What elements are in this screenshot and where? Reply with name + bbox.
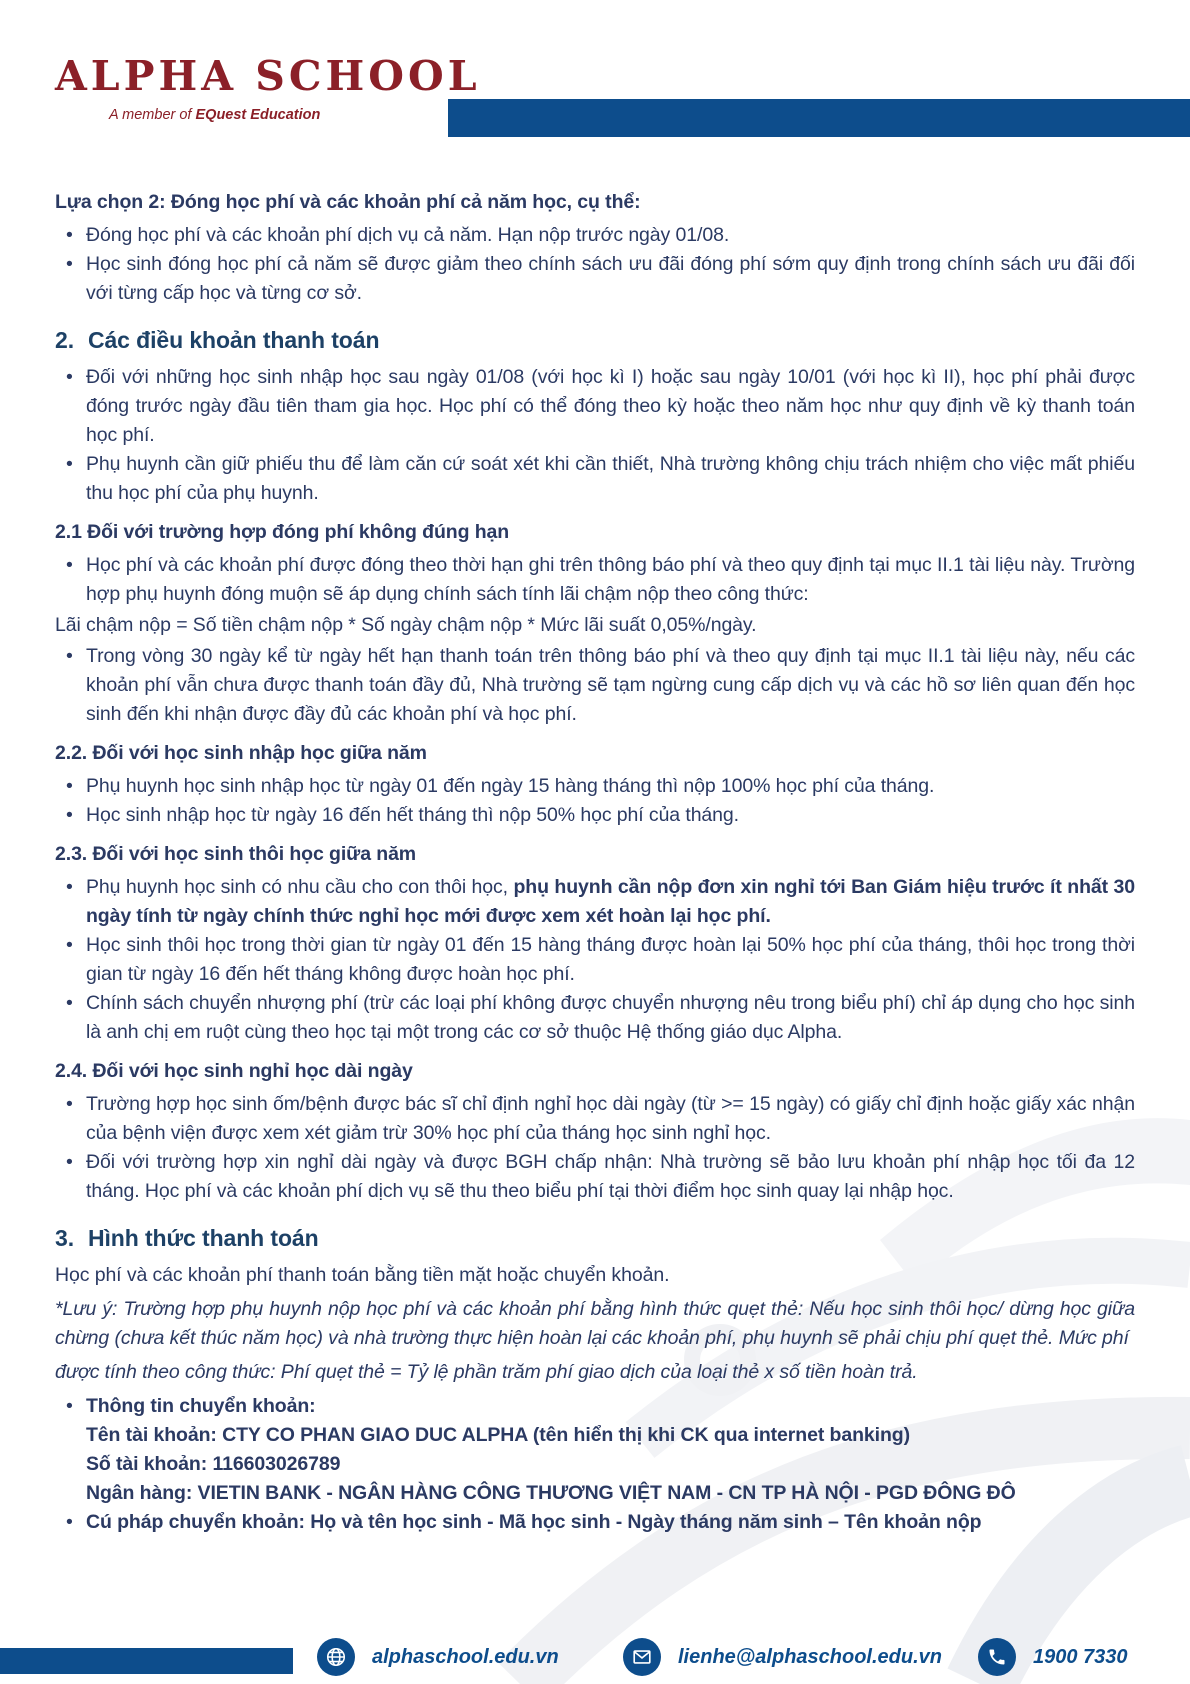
section-heading bbox=[55, 1223, 1135, 1253]
subsection-heading: 2.4. Đối với học sinh nghỉ học dài ngày bbox=[55, 1060, 413, 1082]
bullet-text-run: Trong vòng 30 ngày kể từ ngày hết hạn thanh toán trên thông báo phí và theo quy định tại mục II.1 tài liệu này, nếu các khoản phí vẫn chưa được thanh toán đầy đủ, Nhà trường sẽ tạm ngừng cung cấp dịch vụ và các hồ sơ liên quan đến học sinh đến khi nhận được đầy đủ các khoản phí và học phí. bbox=[86, 645, 1135, 725]
subsection-heading: 2.1 Đối với trường hợp đóng phí không đúng hạn bbox=[55, 521, 510, 543]
bullet-dot: • bbox=[66, 453, 73, 475]
logo-subtitle-prefix: A member of bbox=[109, 107, 196, 123]
globe-icon bbox=[317, 1638, 355, 1676]
bullet-text-run: Đối với trường hợp xin nghỉ dài ngày và được BGH chấp nhận: Nhà trường sẽ bảo lưu khoản phí nhập học tối đa 12 tháng. Học phí và các khoản phí dịch vụ sẽ thu theo biểu phí tại thời điểm học sinh quay lại nhập học. bbox=[86, 1151, 1135, 1202]
bullet-item bbox=[55, 250, 1135, 308]
lead-paragraph: Lựa chọn 2: Đóng học phí và các khoản phí cả năm học, cụ thể: bbox=[55, 191, 641, 213]
bullet-text bbox=[86, 804, 739, 826]
bullet-item bbox=[55, 1392, 1135, 1508]
top-accent-bar bbox=[448, 99, 1190, 137]
bullet-text bbox=[86, 992, 1135, 1043]
bullet-text bbox=[86, 453, 1135, 504]
bullet-text-run: Trường hợp học sinh ốm/bệnh được bác sĩ chỉ định nghỉ học dài ngày (từ >= 15 ngày) có giấy chỉ định hoặc giấy xác nhận của bệnh viện được xem xét giảm trừ 30% học phí của tháng học sinh nghỉ học. bbox=[86, 1093, 1135, 1144]
bullet-dot: • bbox=[66, 1395, 73, 1417]
section-title: Hình thức thanh toán bbox=[87, 1225, 319, 1251]
bullet-dot: • bbox=[66, 253, 73, 275]
bullet-item bbox=[55, 801, 1135, 830]
bullet-text-run: Chính sách chuyển nhượng phí (trừ các loại phí không được chuyển nhượng nêu trong biểu phí) chỉ áp dụng cho học sinh là anh chị em ruột cùng theo học tại một trong các cơ sở thuộc Hệ thống giáo dục Alpha. bbox=[86, 992, 1135, 1043]
footer-email bbox=[623, 1638, 942, 1676]
section-title: Các điều khoản thanh toán bbox=[87, 327, 380, 353]
bullet-text bbox=[86, 253, 1135, 304]
bullet-dot: • bbox=[66, 775, 73, 797]
bullet-item bbox=[55, 450, 1135, 508]
section-number: 2. bbox=[55, 327, 74, 353]
transfer-info-lead: Thông tin chuyển khoản: bbox=[86, 1395, 316, 1417]
footer-website-label: alphaschool.edu.vn bbox=[372, 1645, 559, 1668]
bullet-text bbox=[86, 876, 1135, 927]
bullet-item bbox=[55, 1508, 1135, 1537]
note-paragraph: *Lưu ý: Trường hợp phụ huynh nộp học phí và các khoản phí bằng hình thức quẹt thẻ: Nếu học sinh thôi học/ dừng học giữa chừng (chưa kết thúc năm học) và nhà trường thực hiện hoàn lại các khoản phí, phụ huynh sẽ phải chịu phí quẹt thẻ. Mức phí bbox=[55, 1298, 1135, 1349]
bullet-item bbox=[55, 772, 1135, 801]
bullet-item bbox=[55, 1148, 1135, 1206]
bullet-item bbox=[55, 642, 1135, 729]
bullet-text-bold: phụ huynh cần nộp đơn xin nghỉ tới Ban Giám hiệu trước ít nhất 30 ngày tính từ ngày chính thức nghỉ học mới được xem xét hoàn lại học phí. bbox=[86, 876, 1135, 927]
bullet-item bbox=[55, 221, 1135, 250]
paragraph: Học phí và các khoản phí thanh toán bằng tiền mặt hoặc chuyển khoản. bbox=[55, 1264, 670, 1286]
bullet-dot: • bbox=[66, 876, 73, 898]
footer-website bbox=[317, 1638, 559, 1676]
bullet-text-run: Đối với những học sinh nhập học sau ngày 01/08 (với học kì I) hoặc sau ngày 10/01 (với học kì II), học phí phải được đóng trước ngày đầu tiên tham gia học. Học phí có thể đóng theo kỳ hoặc theo năm học như quy định về kỳ thanh toán học phí. bbox=[86, 366, 1135, 446]
phone-icon bbox=[978, 1638, 1016, 1676]
bullet-text bbox=[86, 645, 1135, 725]
bullet-text bbox=[86, 1511, 981, 1533]
section-heading bbox=[55, 325, 1135, 355]
envelope-icon bbox=[623, 1638, 661, 1676]
school-logo-subtitle bbox=[109, 107, 481, 123]
subsection-heading: 2.2. Đối với học sinh nhập học giữa năm bbox=[55, 742, 427, 764]
logo-subtitle-brand: EQuest Education bbox=[195, 107, 321, 123]
bullet-item bbox=[55, 931, 1135, 989]
bullet-dot: • bbox=[66, 224, 73, 246]
bullet-dot: • bbox=[66, 1511, 73, 1533]
bullet-text-run: Phụ huynh cần giữ phiếu thu để làm căn cứ soát xét khi cần thiết, Nhà trường không chịu trách nhiệm cho việc mất phiếu thu học phí của phụ huynh. bbox=[86, 453, 1135, 504]
bullet-text bbox=[86, 1151, 1135, 1202]
footer-phone-label: 1900 7330 bbox=[1033, 1645, 1128, 1668]
bullet-item bbox=[55, 551, 1135, 609]
footer-accent-bar bbox=[0, 1648, 293, 1674]
bullet-dot: • bbox=[66, 1093, 73, 1115]
footer-email-label: lienhe@alphaschool.edu.vn bbox=[678, 1645, 942, 1668]
bullet-text bbox=[86, 554, 1135, 605]
bullet-dot: • bbox=[66, 992, 73, 1014]
school-logo bbox=[55, 52, 481, 123]
footer-phone bbox=[978, 1638, 1128, 1676]
bullet-dot: • bbox=[66, 1151, 73, 1173]
bullet-text-bold: Cú pháp chuyển khoản: Họ và tên học sinh - Mã học sinh - Ngày tháng năm sinh – Tên khoản nộp bbox=[86, 1511, 982, 1533]
bullet-item bbox=[55, 989, 1135, 1047]
transfer-info bbox=[86, 1392, 1135, 1508]
subsection-heading: 2.3. Đối với học sinh thôi học giữa năm bbox=[55, 843, 417, 865]
transfer-info-line: Ngân hàng: VIETIN BANK - NGÂN HÀNG CÔNG THƯƠNG VIỆT NAM - CN TP HÀ NỘI - PGD ĐÔNG ĐÔ bbox=[86, 1482, 1016, 1504]
bullet-text bbox=[86, 224, 729, 246]
bullet-text-run: Học phí và các khoản phí được đóng theo thời hạn ghi trên thông báo phí và theo quy định tại mục II.1 tài liệu này. Trường hợp phụ huynh đóng muộn sẽ áp dụng chính sách tính lãi chậm nộp theo công thức: bbox=[86, 554, 1135, 605]
bullet-text-run: Học sinh nhập học từ ngày 16 đến hết tháng thì nộp 50% học phí của tháng. bbox=[86, 804, 739, 826]
bullet-text-run: Đóng học phí và các khoản phí dịch vụ cả năm. Hạn nộp trước ngày 01/08. bbox=[86, 224, 730, 246]
bullet-text bbox=[86, 775, 934, 797]
section-number: 3. bbox=[55, 1225, 74, 1251]
bullet-text-run: Học sinh đóng học phí cả năm sẽ được giảm theo chính sách ưu đãi đóng phí sớm quy định trong chính sách ưu đãi đối với từng cấp học và từng cơ sở. bbox=[86, 253, 1135, 304]
bullet-item bbox=[55, 873, 1135, 931]
document-content bbox=[55, 188, 1135, 1537]
bullet-dot: • bbox=[66, 645, 73, 667]
transfer-info-line: Số tài khoản: 116603026789 bbox=[86, 1453, 341, 1475]
bullet-text-run: Phụ huynh học sinh có nhu cầu cho con thôi học, bbox=[86, 876, 514, 898]
school-logo-title: ALPHA SCHOOL bbox=[55, 52, 481, 100]
note-paragraph: được tính theo công thức: Phí quẹt thẻ = Tỷ lệ phần trăm phí giao dịch của loại thẻ x số tiền hoàn trả. bbox=[55, 1361, 918, 1383]
bullet-text-run: Học sinh thôi học trong thời gian từ ngày 01 đến 15 hàng tháng được hoàn lại 50% học phí của tháng, thôi học trong thời gian từ ngày 16 đến hết tháng không được hoàn học phí. bbox=[86, 934, 1135, 985]
bullet-dot: • bbox=[66, 804, 73, 826]
bullet-text bbox=[86, 1093, 1135, 1144]
paragraph: Lãi chậm nộp = Số tiền chậm nộp * Số ngày chậm nộp * Mức lãi suất 0,05%/ngày. bbox=[55, 614, 757, 636]
bullet-item bbox=[55, 1090, 1135, 1148]
bullet-dot: • bbox=[66, 366, 73, 388]
bullet-text-run: Phụ huynh học sinh nhập học từ ngày 01 đến ngày 15 hàng tháng thì nộp 100% học phí của tháng. bbox=[86, 775, 935, 797]
bullet-text bbox=[86, 934, 1135, 985]
bullet-dot: • bbox=[66, 554, 73, 576]
transfer-info-line: Tên tài khoản: CTY CO PHAN GIAO DUC ALPHA (tên hiển thị khi CK qua internet banking) bbox=[86, 1424, 910, 1446]
bullet-item bbox=[55, 363, 1135, 450]
bullet-dot: • bbox=[66, 934, 73, 956]
bullet-text bbox=[86, 366, 1135, 446]
